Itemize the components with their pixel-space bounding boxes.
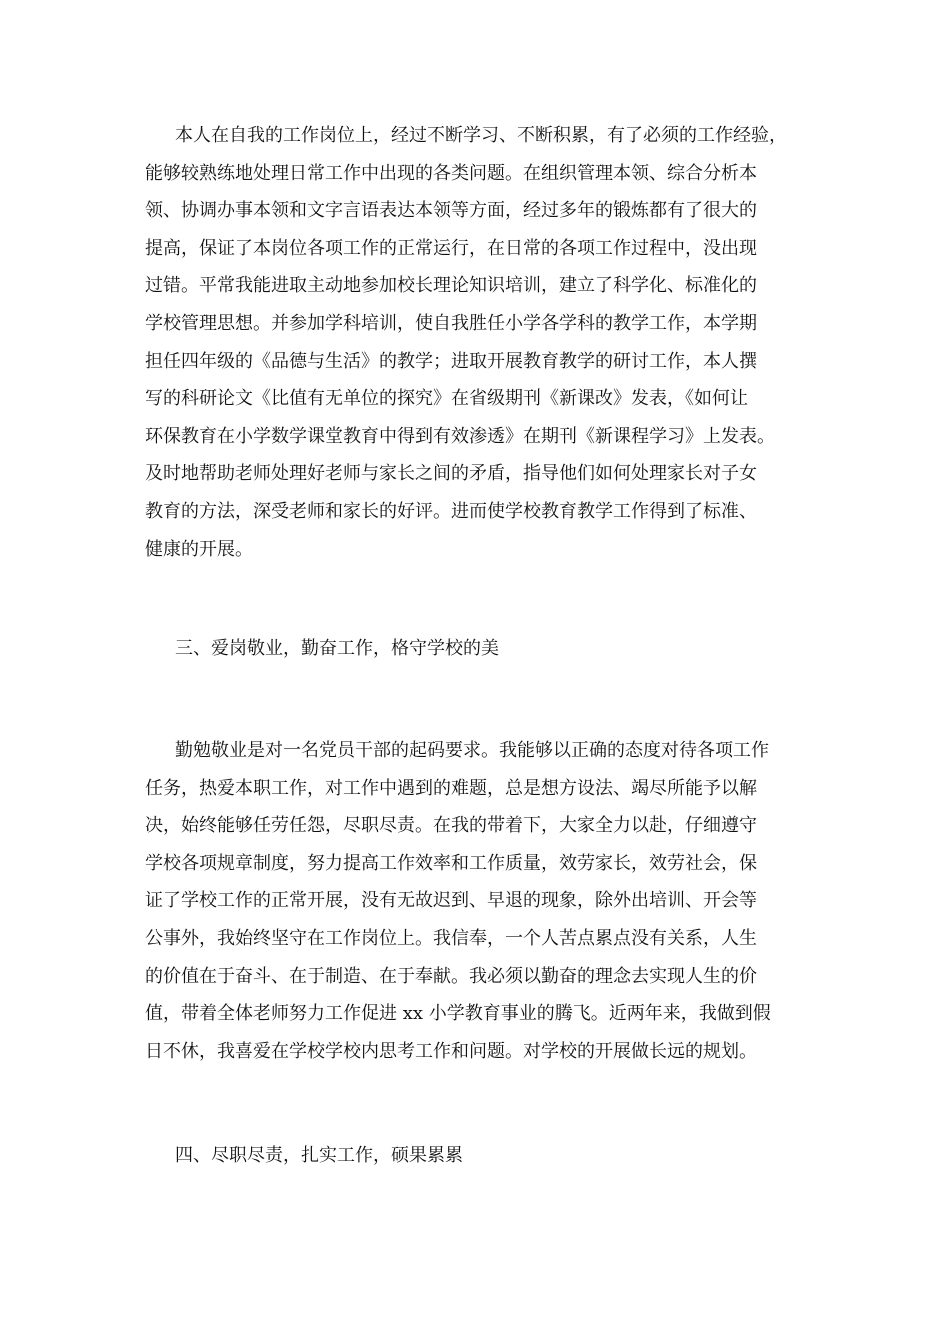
text-line: 环保教育在小学数学课堂教育中得到有效渗透》在期刊《新课程学习》上发表。 (145, 425, 775, 447)
text-line: 过错。平常我能进取主动地参加校长理论知识培训，建立了科学化、标准化的 (145, 275, 757, 297)
text-line: 公事外，我始终坚守在工作岗位上。我信奉，一个人苦点累点没有关系，人生 (145, 927, 757, 949)
text-line: 勤勉敬业是对一名党员干部的起码要求。我能够以正确的态度对待各项工作 (175, 740, 769, 761)
text-line: 本人在自我的工作岗位上，经过不断学习、不断积累，有了必须的工作经验， (175, 125, 787, 146)
text-line: 证了学校工作的正常开展，没有无故迟到、早退的现象，除外出培训、开会等 (145, 890, 757, 912)
text-line: 学校各项规章制度，努力提高工作效率和工作质量，效劳家长，效劳社会，保 (145, 852, 757, 874)
text-line: 领、协调办事本领和文字言语表达本领等方面，经过多年的锻炼都有了很大的 (145, 200, 757, 222)
text-line: 能够较熟练地处理日常工作中出现的各类问题。在组织管理本领、综合分析本 (145, 162, 757, 184)
section-heading-4: 四、尽职尽责，扎实工作，硕果累累 (175, 1145, 463, 1166)
text-line: 任务，热爱本职工作，对工作中遇到的难题，总是想方设法、竭尽所能予以解 (145, 777, 757, 799)
text-line: 写的科研论文《比值有无单位的探究》在省级期刊《新课改》发表，《如何让 (145, 388, 748, 410)
text-line: 决，始终能够任劳任怨，尽职尽责。在我的带着下，大家全力以赴，仔细遵守 (145, 815, 757, 837)
text-line: 教育的方法，深受老师和家长的好评。进而使学校教育教学工作得到了标准、 (145, 500, 757, 522)
paragraph-work-experience (145, 117, 815, 568)
text-line: 日不休，我喜爱在学校学校内思考工作和问题。对学校的开展做长远的规划。 (145, 1040, 757, 1062)
text-line: 的价值在于奋斗、在于制造、在于奉献。我必须以勤奋的理念去实现人生的价 (145, 965, 757, 987)
text-line: 健康的开展。 (145, 538, 253, 560)
text-line: 担任四年级的《品德与生活》的教学；进取开展教育教学的研讨工作，本人撰 (145, 350, 757, 372)
text-line: 值，带着全体老师努力工作促进 xx 小学教育事业的腾飞。近两年来，我做到假 (145, 1003, 771, 1025)
text-line: 及时地帮助老师处理好老师与家长之间的矛盾，指导他们如何处理家长对子女 (145, 463, 757, 485)
text-line: 学校管理思想。并参加学科培训，使自我胜任小学各学科的教学工作，本学期 (145, 312, 757, 334)
text-line: 提高，保证了本岗位各项工作的正常运行，在日常的各项工作过程中，没出现 (145, 237, 757, 259)
section-heading-3: 三、爱岗敬业，勤奋工作，格守学校的美 (175, 638, 499, 659)
paragraph-dedication (145, 732, 815, 1070)
